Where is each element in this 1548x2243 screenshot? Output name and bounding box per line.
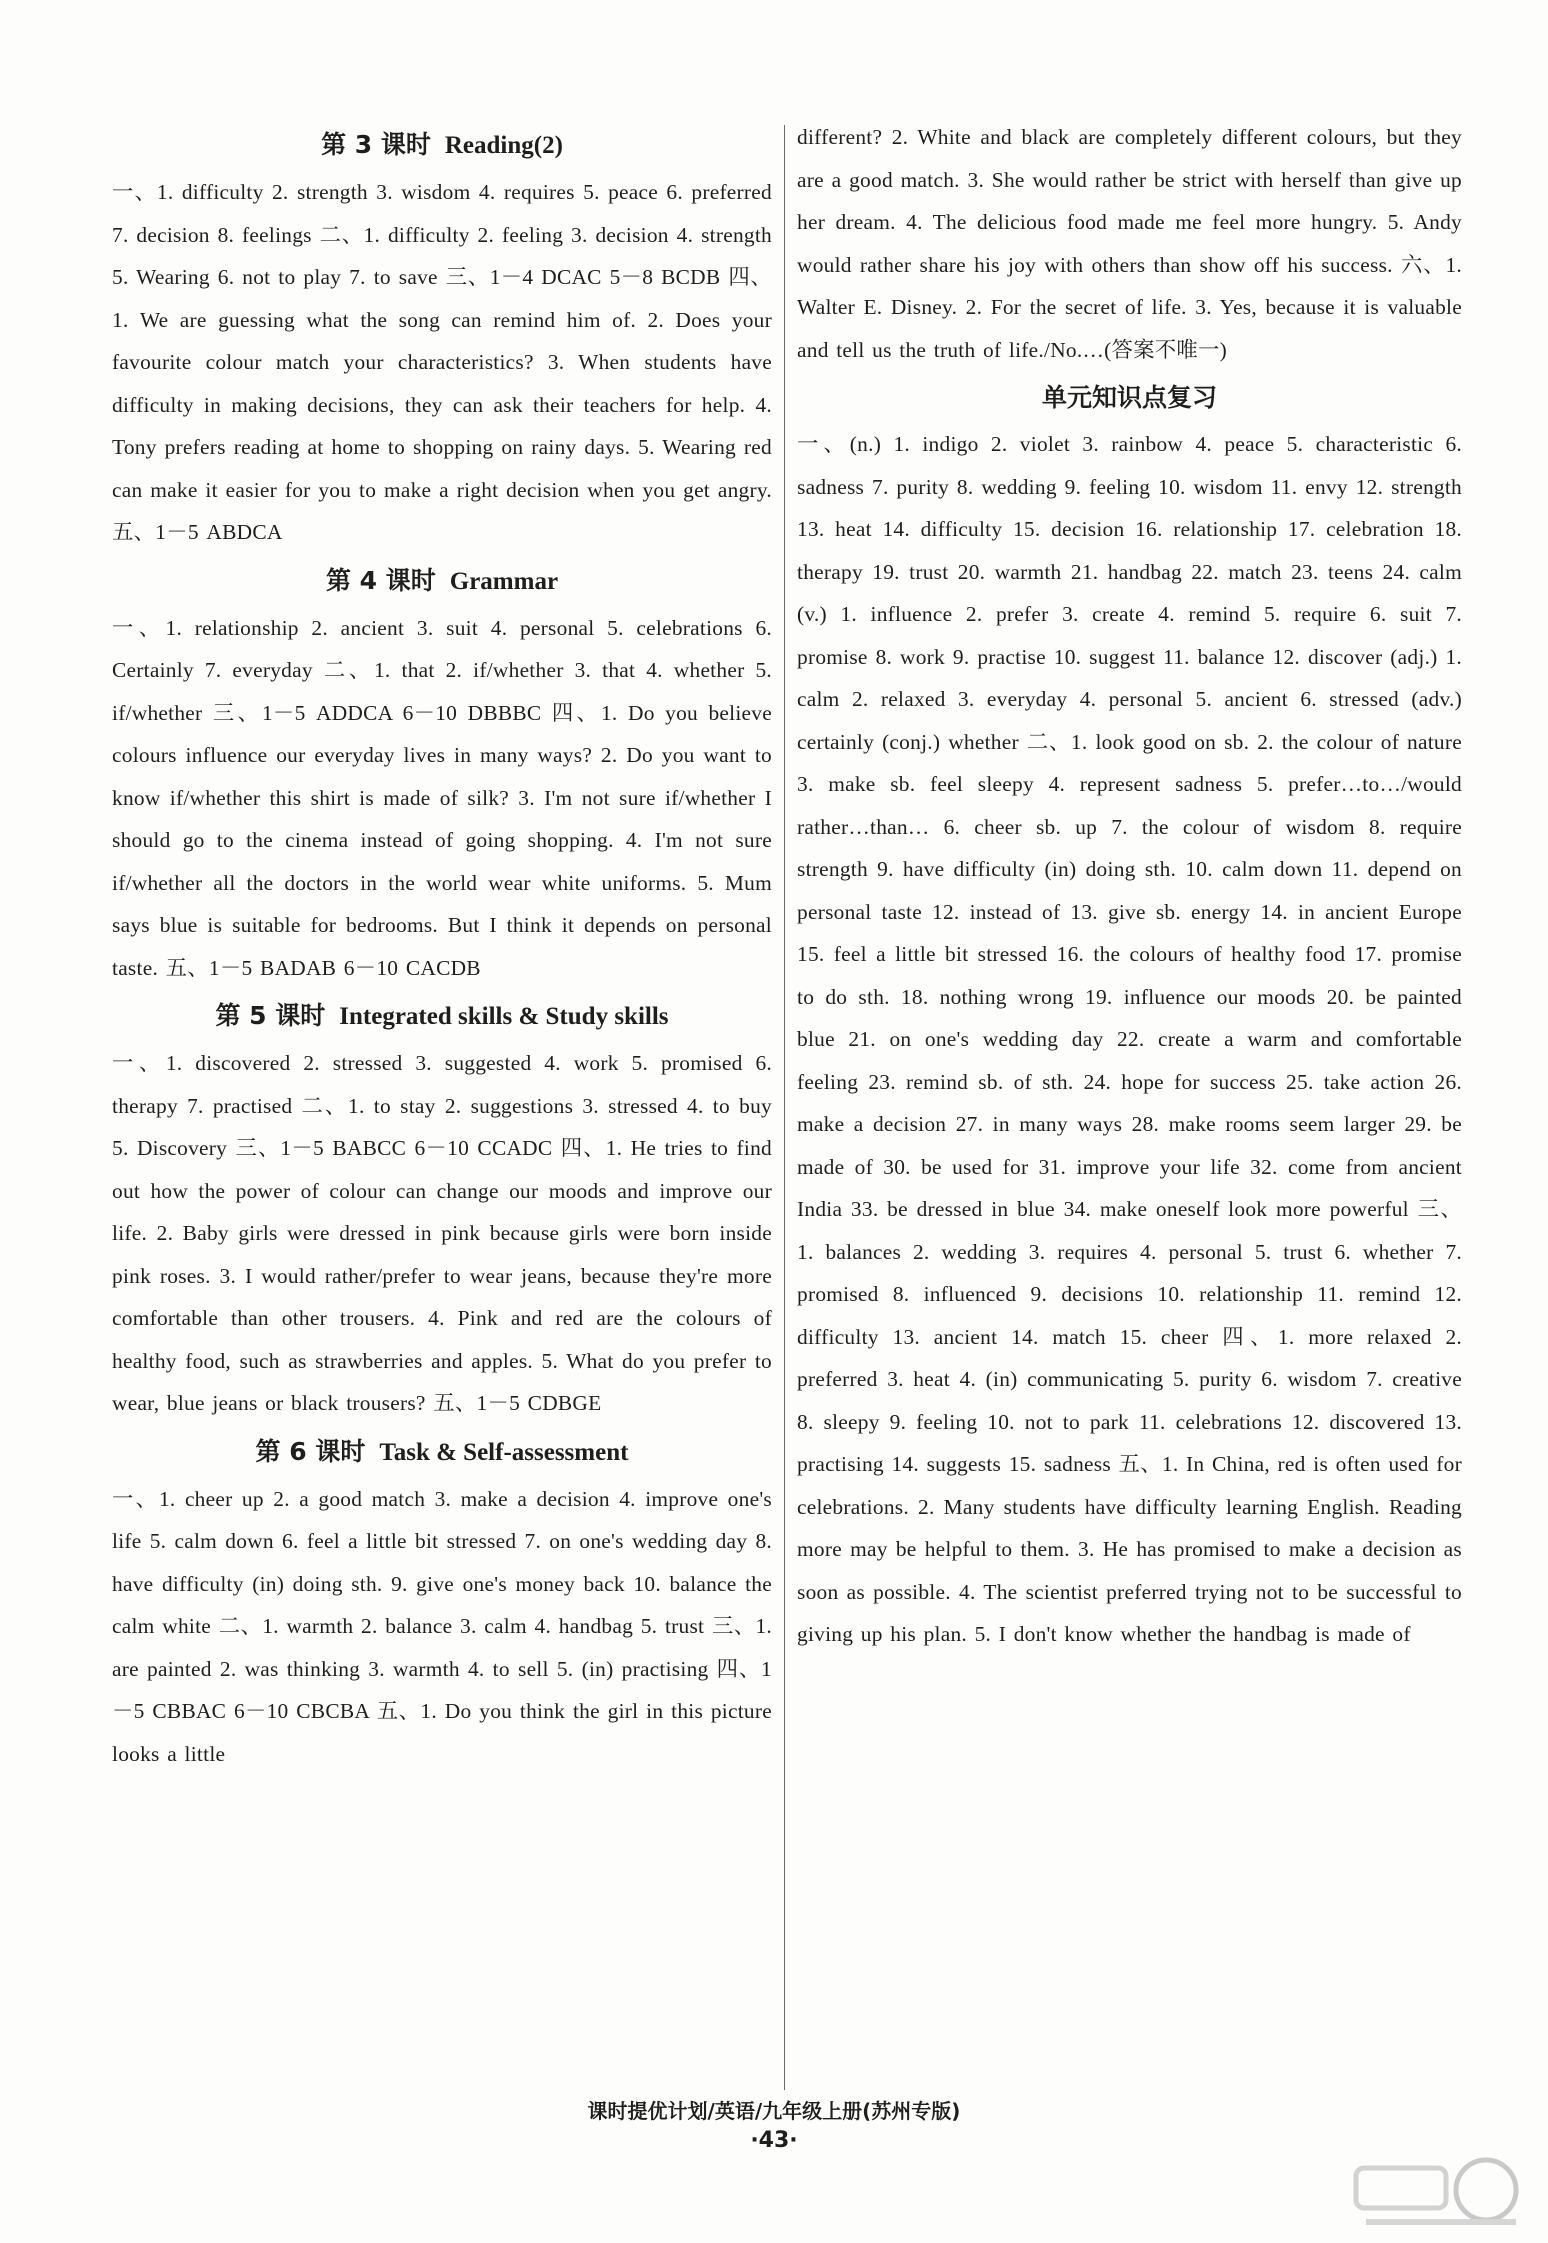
lesson-6-answers-continued: different? 2. White and black are completely different colours, but they are a good match. 3. She would rather be strict with herself than give up her dream. 4. The delicious food made me feel more hungry. 5. Andy would rather share his joy with others than show off his success. 六、1. Walter E. Disney. 2. For the secret of life. 3. Yes, because it is valuable and tell us the truth of life./No.…(答案不唯一)	[797, 125, 1462, 362]
column-divider	[784, 125, 785, 2090]
section-title-lesson-4	[112, 560, 772, 603]
book-series-title: 课时提优计划/英语/九年级上册(苏州专版)	[587, 2099, 961, 2123]
lesson-4-answers: 一、1. relationship 2. ancient 3. suit 4. personal 5. celebrations 6. Certainly 7. everyday 二、1. that 2. if/whether 3. that 4. whether 5. if/whether 三、1－5 ADDCA 6－10 DBBBC 四、1. Do you believe colours influence our everyday lives in many ways? 2. Do you want to know if/whether this shirt is made of silk? 3. I'm not sure if/whether I should go to the cinema instead of going shopping. 4. I'm not sure if/whether all the doctors in the world wear white uniforms. 5. Mum says blue is suitable for bedrooms. But I think it depends on personal taste. 五、1－5 BADAB 6－10 CACDB	[112, 615, 772, 980]
section-title-en: Integrated skills & Study skills	[339, 1003, 669, 1030]
section-title-en: Grammar	[449, 567, 559, 595]
section-title-cn: 第 4 课时	[325, 565, 436, 595]
lesson-3-answers: 一、1. difficulty 2. strength 3. wisdom 4. requires 5. peace 6. preferred 7. decision 8. feelings 二、1. difficulty 2. feeling 3. decision 4. strength 5. Wearing 6. not to play 7. to save 三、1－4 DCAC 5－8 BCDB 四、1. We are guessing what the song can remind him of. 2. Does your favourite colour match your characteristics? 3. When students have difficulty in making decisions, they can ask their teachers for help. 4. Tony prefers reading at home to shopping on rainy days. 5. Wearing red can make it easier for you to make a right decision when you get angry. 五、1－5 ABDCA	[112, 180, 772, 544]
section-title-en: Task & Self-assessment	[379, 1438, 629, 1466]
lesson-5-answers: 一、1. discovered 2. stressed 3. suggested 4. work 5. promised 6. therapy 7. practised 二、1. to stay 2. suggestions 3. stressed 4. to buy 5. Discovery 三、1－5 BABCC 6－10 CCADC 四、1. He tries to find out how the power of colour can change our moods and improve our life. 2. Baby girls were dressed in pink because girls were born inside pink roses. 3. I would rather/prefer to wear jeans, because they're more comfortable than other trousers. 4. Pink and red are the colours of healthy food, such as strawberries and apples. 5. What do you prefer to wear, blue jeans or black trousers? 五、1－5 CDBGE	[112, 1051, 772, 1415]
section-title-cn: 第 3 课时	[321, 130, 431, 159]
page-footer	[0, 2096, 1548, 2156]
lesson-6-answers: 一、1. cheer up 2. a good match 3. make a decision 4. improve one's life 5. calm down 6. feel a little bit stressed 7. on one's wedding day 8. have difficulty (in) doing sth. 9. give one's money back 10. balance the calm white 二、1. warmth 2. balance 3. calm 4. handbag 5. trust 三、1. are painted 2. was thinking 3. warmth 4. to sell 5. (in) practising 四、1－5 CBBAC 6－10 CBCBA 五、1. Do you think the girl in this picture looks a little	[112, 1486, 772, 1766]
left-column	[112, 118, 772, 1775]
section-title-lesson-3	[112, 124, 772, 167]
section-title-en: Reading(2)	[444, 132, 563, 159]
page-number: ·43·	[750, 2128, 798, 2153]
right-column	[797, 118, 1462, 1656]
unit-review-answers: 一、(n.) 1. indigo 2. violet 3. rainbow 4. peace 5. characteristic 6. sadness 7. purity 8. wedding 9. feeling 10. wisdom 11. envy 12. strength 13. heat 14. difficulty 15. decision 16. relationship 17. celebration 18. therapy 19. trust 20. warmth 21. handbag 22. match 23. teens 24. calm (v.) 1. influence 2. prefer 3. create 4. remind 5. require 6. suit 7. promise 8. work 9. practise 10. suggest 11. balance 12. discover (adj.) 1. calm 2. relaxed 3. everyday 4. personal 5. ancient 6. stressed (adv.) certainly (conj.) whether 二、1. look good on sb. 2. the colour of nature 3. make sb. feel sleepy 4. represent sadness 5. prefer…to…/would rather…than… 6. cheer sb. up 7. the colour of wisdom 8. require strength 9. have difficulty (in) doing sth. 10. calm down 11. depend on personal taste 12. instead of 13. give sb. energy 14. in ancient Europe 15. feel a little bit stressed 16. the colours of healthy food 17. promise to do sth. 18. nothing wrong 19. influence our moods 20. be painted blue 21. on one's wedding day 22. create a warm and comfortable feeling 23. remind sb. of sth. 24. hope for success 25. take action 26. make a decision 27. in many ways 28. make rooms seem larger 29. be made of 30. be used for 31. improve your life 32. come from ancient India 33. be dressed in blue 34. make oneself look more powerful 三、1. balances 2. wedding 3. requires 4. personal 5. trust 6. whether 7. promised 8. influenced 9. decisions 10. relationship 11. remind 12. difficulty 13. ancient 14. match 15. cheer 四、1. more relaxed 2. preferred 3. heat 4. (in) communicating 5. purity 6. wisdom 7. creative 8. sleepy 9. feeling 10. not to park 11. celebrations 12. discovered 13. practising 14. suggests 15. sadness 五、1. In China, red is often used for celebrations. 2. Many students have difficulty learning English. Reading more may be helpful to them. 3. He has promised to make a decision as soon as possible. 4. The scientist preferred trying not to be successful to giving up his plan. 5. I don't know whether the handbag is made of	[797, 432, 1462, 1646]
section-title-cn: 第 5 课时	[215, 1001, 326, 1030]
section-title-lesson-6	[112, 1431, 772, 1474]
section-title-unit-review: 单元知识点复习	[1041, 383, 1217, 412]
section-title-lesson-5	[112, 995, 772, 1038]
watermark-logo-icon	[1346, 2150, 1526, 2236]
section-title-cn: 第 6 课时	[255, 1436, 366, 1466]
